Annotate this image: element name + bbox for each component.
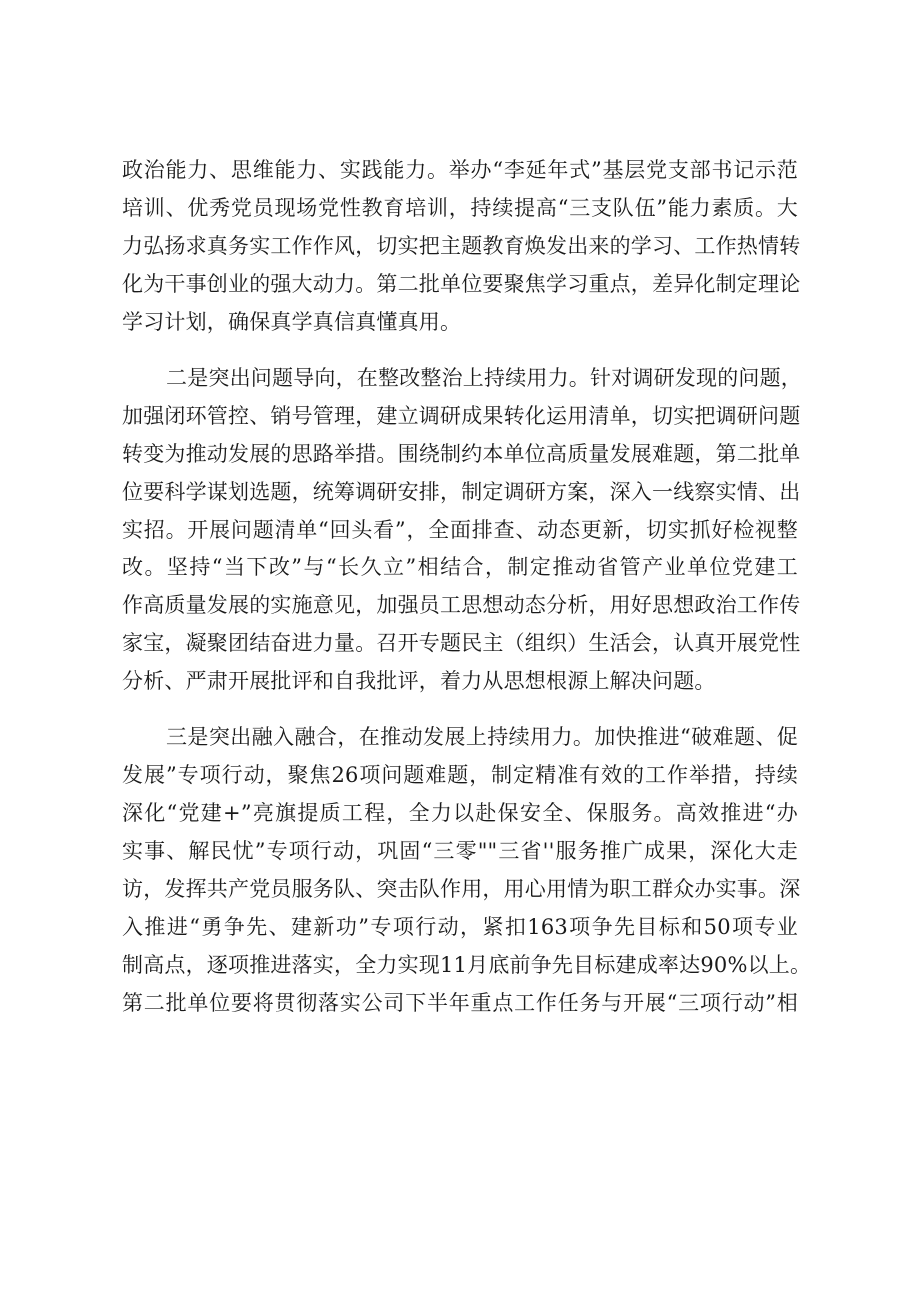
paragraph-line: 发展”专项行动，聚焦26项问题难题，制定精准有效的工作举措，持续 xyxy=(122,763,798,788)
paragraph-line: 二是突出问题导向，在整改整治上持续用力。针对调研发现的问题， xyxy=(166,365,802,390)
paragraph-line: 入推进“勇争先、建新功”专项行动，紧扣163项争先目标和50项专业 xyxy=(122,914,798,939)
paragraph-line: 三是突出融入融合，在推动发展上持续用力。加快推进“破难题、促 xyxy=(166,725,798,750)
paragraph-line: 作高质量发展的实施意见，加强员工思想动态分析，用好思想政治工作传 xyxy=(122,593,801,618)
paragraph-line: 加强闭环管控、销号管理，建立调研成果转化运用清单，切实把调研问题 xyxy=(122,403,801,428)
paragraph-line: 分析、严肃开展批评和自我批评，着力从思想根源上解决问题。 xyxy=(122,669,716,694)
paragraph-line: 力弘扬求真务实工作作风，切实把主题教育焕发出来的学习、工作热情转 xyxy=(122,233,801,258)
paragraph-line: 培训、优秀党员现场党性教育培训，持续提高“三支队伍”能力素质。大 xyxy=(122,195,798,220)
paragraph-line: 实招。开展问题清单“回头看”，全面排查、动态更新，切实抓好检视整 xyxy=(122,517,798,542)
document-body xyxy=(122,152,812,1023)
paragraph-line: 学习计划，确保真学真信真懂真用。 xyxy=(122,309,462,334)
paragraph-line: 家宝，凝聚团结奋进力量。召开专题民主（组织）生活会，认真开展党性 xyxy=(122,631,801,656)
paragraph-line: 访，发挥共产党员服务队、突击队作用，用心用情为职工群众办实事。深 xyxy=(122,877,801,902)
paragraph-line: 位要科学谋划选题，统筹调研安排，制定调研方案，深入一线察实情、出 xyxy=(122,479,801,504)
paragraph-line: 深化“党建+”亮旗提质工程，全力以赴保安全、保服务。高效推进“办 xyxy=(122,801,798,826)
paragraph-line: 制高点，逐项推进落实，全力实现11月底前争先目标建成率达90%以上。 xyxy=(122,952,812,977)
paragraph-line: 实事、解民忧”专项行动，巩固“三零""三省''服务推广成果，深化大走 xyxy=(122,839,798,864)
paragraph-line: 化为干事创业的强大动力。第二批单位要聚焦学习重点，差异化制定理论 xyxy=(122,271,801,296)
paragraph-line: 转变为推动发展的思路举措。围绕制约本单位高质量发展难题，第二批单 xyxy=(122,441,801,466)
paragraph-1 xyxy=(122,152,801,341)
paragraph-3 xyxy=(122,719,812,1022)
paragraph-line: 第二批单位要将贯彻落实公司下半年重点工作任务与开展“三项行动”相 xyxy=(122,990,798,1015)
paragraph-line: 政治能力、思维能力、实践能力。举办“李延年式”基层党支部书记示范 xyxy=(122,158,798,182)
paragraph-2 xyxy=(122,360,802,701)
paragraph-line: 改。坚持“当下改”与“长久立”相结合，制定推动省管产业单位党建工 xyxy=(122,555,798,580)
